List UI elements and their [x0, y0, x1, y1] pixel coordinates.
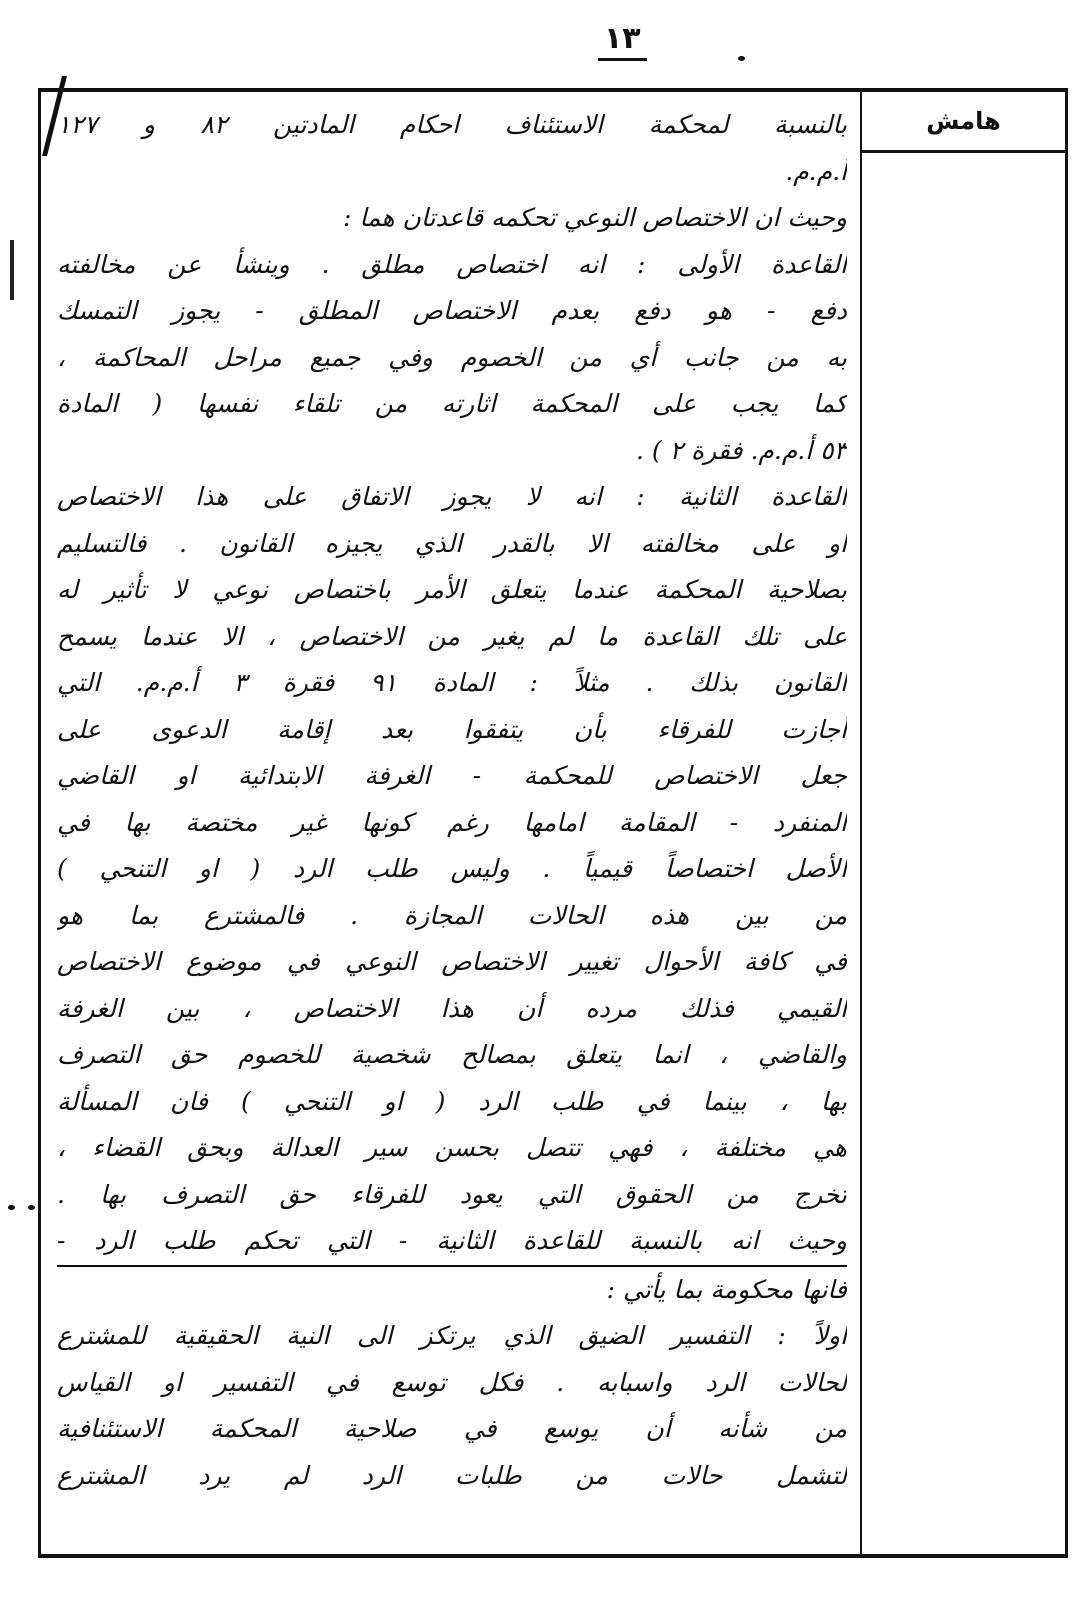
text-line: لتشمل حالات من طلبات الرد لم يرد المشترع	[57, 1460, 847, 1490]
text-line: هي مختلفة ، فهي تتصل بحسن سير العدالة وبحق القضاء ،	[57, 1133, 847, 1162]
text-line: القيمي فذلك مرده أن هذا الاختصاص ، بين الغرفة	[57, 993, 847, 1023]
margin-column-header: هامش	[862, 92, 1065, 153]
text-line: والقاضي ، انما يتعلق بمصالح شخصية للخصوم حق التصرف	[57, 1040, 847, 1069]
body-text-column	[41, 92, 863, 1554]
text-line: تخرج من الحقوق التي يعود للفرقاء حق التصرف بها .	[57, 1179, 847, 1209]
text-line: وحيث ان الاختصاص النوعي تحكمه قاعدتان هما :	[342, 203, 847, 232]
text-line: المنفرد - المقامة امامها رغم كونها غير مختصة بها في	[57, 807, 847, 837]
text-line: دفع - هو دفع بعدم الاختصاص المطلق - يجوز التمسك	[57, 296, 847, 325]
ink-dot	[8, 1205, 15, 1210]
text-line: على تلك القاعدة ما لم يغير من الاختصاص ، الا عندما يسمح	[57, 621, 847, 651]
text-line: من بين هذه الحالات المجازة . فالمشترع بما هو	[57, 900, 847, 930]
text-line: في كافة الأحوال تغيير الاختصاص النوعي في موضوع الاختصاص	[57, 947, 847, 976]
text-line: بصلاحية المحكمة عندما يتعلق الأمر باختصاص نوعي لا تأثير له	[57, 575, 847, 604]
text-line: جعل الاختصاص للمحكمة - الغرفة الابتدائية او القاضي	[57, 761, 847, 790]
ink-dot	[738, 56, 745, 61]
text-line: من شأنه أن يوسع في صلاحية المحكمة الاستئنافية	[57, 1414, 847, 1443]
text-line: الأصل اختصاصاً قيمياً . وليس طلب الرد ( او التنحي )	[57, 854, 847, 883]
text-line: كما يجب على المحكمة اثارته من تلقاء نفسها ( المادة	[57, 389, 847, 418]
margin-column	[860, 92, 1068, 1554]
text-line: أجازت للفرقاء بأن يتفقوا بعد إقامة الدعوى على	[57, 714, 847, 744]
text-line: القاعدة الأولى : انه اختصاص مطلق . وينشأ عن مخالفته	[57, 249, 847, 279]
text-line: به من جانب أي من الخصوم وفي جميع مراحل المحاكمة ،	[57, 342, 847, 372]
text-line: القانون بذلك . مثلاً : المادة ٩١ فقرة ٣ أ.م.م. التي	[57, 668, 847, 697]
text-line: لحالات الرد واسبابه . فكل توسع في التفسير او القياس	[57, 1367, 847, 1397]
ruled-page	[38, 88, 1068, 1558]
text-line: فانها محكومة بما يأتي :	[606, 1274, 847, 1304]
text-line: او على مخالفته الا بالقدر الذي يجيزه القانون . فالتسليم	[57, 528, 847, 558]
text-line: بالنسبة لمحكمة الاستئناف احكام المادتين ٨٢ و ١٢٧	[57, 110, 847, 139]
ink-dot	[28, 1205, 35, 1210]
page-number: ١٣	[598, 22, 647, 61]
text-line: بها ، بينما في طلب الرد ( او التنحي ) فان المسألة	[57, 1086, 847, 1116]
text-line-underlined: وحيث انه بالنسبة للقاعدة الثانية - التي تحكم طلب الرد -	[57, 1218, 847, 1267]
text-line: أ.م.م.	[785, 156, 847, 186]
scan-edge-mark	[10, 240, 14, 300]
text-line: القاعدة الثانية : انه لا يجوز الاتفاق على هذا الاختصاص	[57, 482, 847, 511]
text-line: اولاً : التفسير الضيق الذي يرتكز الى النية الحقيقية للمشترع	[57, 1321, 847, 1350]
text-line: ٥٣ أ.م.م. فقرة ٢ ) .	[636, 435, 847, 465]
